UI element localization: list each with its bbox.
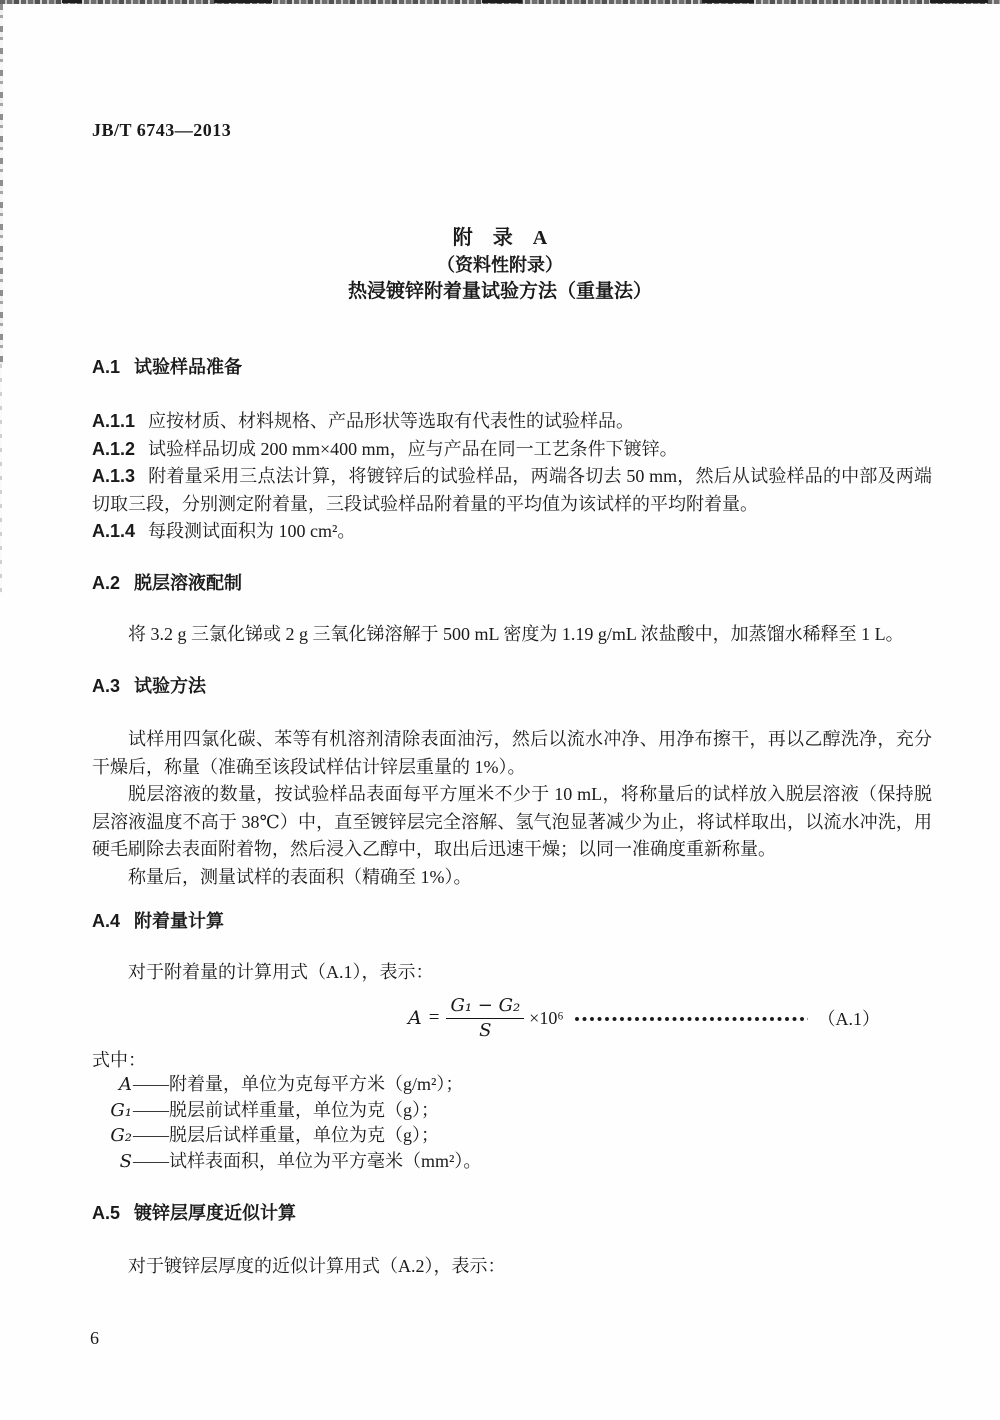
- dot-leader: [574, 1016, 808, 1022]
- where-item-g1-desc: ——脱层前试样重量，单位为克（g）；: [133, 1099, 439, 1120]
- section-a1-heading: [92, 356, 932, 378]
- scan-noise-left-band-faint: [0, 364, 2, 594]
- appendix-heading: 附 录 A: [452, 227, 548, 249]
- where-item-a-symbol: A: [119, 1074, 132, 1095]
- section-a3-title: 试验方法: [134, 676, 207, 696]
- section-a3-heading: [92, 675, 932, 697]
- where-label: 式中：: [92, 1050, 146, 1070]
- section-a2-title: 脱层溶液配制: [134, 573, 243, 593]
- clause-a1-4-number: A.1.4: [92, 521, 136, 541]
- formula-a1: [92, 992, 932, 1044]
- section-a5-title: 镀锌层厚度近似计算: [134, 1203, 297, 1223]
- where-item-a-desc: ——附着量，单位为克每平方米（g/m²）；: [133, 1074, 464, 1094]
- section-a2-paragraph: 将 3.2 g 三氯化锑或 2 g 三氧化锑溶解于 500 mL 密度为 1.19 g/mL 浓盐酸中，加蒸馏水稀释至 1 L。: [128, 624, 904, 644]
- clause-a1-4: [92, 518, 932, 546]
- page-number: 6: [90, 1328, 99, 1348]
- section-a1-number: A.1: [92, 357, 121, 377]
- where-item-g1: [92, 1098, 932, 1124]
- section-a4-title: 附着量计算: [134, 911, 225, 931]
- appendix-name: 热浸镀锌附着量试验方法（重量法）: [347, 281, 652, 302]
- section-a2-number: A.2: [92, 573, 121, 593]
- clause-a1-3-text: 附着量采用三点法计算，将镀锌后的试验样品，两端各切去 50 mm，然后从试验样品的中部及两端切取三段，分别测定附着量，三段试验样品附着量的平均值为该试样的平均附着量。: [92, 466, 932, 514]
- clause-a1-2-text: 试验样品切成 200 mm×400 mm，应与产品在同一工艺条件下镀锌。: [148, 438, 678, 459]
- where-item-g2-symbol: G₂: [110, 1125, 132, 1147]
- section-a5-body: [92, 1253, 932, 1281]
- clause-a1-4-text: 每段测试面积为 100 cm²。: [148, 521, 356, 541]
- section-a3-paragraph-3: 称量后，测量试样的表面积（精确至 1%）。: [128, 866, 472, 887]
- scan-artifact: [482, 0, 522, 3]
- appendix-type: （资料性附录）: [437, 255, 563, 275]
- scan-artifact: [214, 0, 272, 3]
- section-a1-title: 试验样品准备: [134, 357, 243, 377]
- clause-a1-1-text: 应按材质、材料规格、产品形状等选取有代表性的试验样品。: [148, 411, 635, 431]
- section-a3-paragraph-2: 脱层溶液的数量，按试验样品表面每平方厘米不少于 10 mL，将称量后的试样放入脱层溶液（保持脱层溶液温度不高于 38℃）中，直至镀锌层完全溶解、氢气泡显著减少为止，将试样取出，以流水冲洗，用硬毛刷除去表面附着物，然后浸入乙醇中，取出后迅速干燥；以同一准确度重新称量。: [92, 784, 932, 859]
- section-a5-heading: [92, 1202, 932, 1224]
- where-item-g1-symbol: G₁: [110, 1099, 132, 1121]
- section-a5-intro: 对于镀锌层厚度的近似计算用式（A.2），表示：: [128, 1256, 506, 1276]
- section-a4-intro: 对于附着量的计算用式（A.1），表示：: [128, 962, 434, 982]
- clause-a1-3: [92, 463, 932, 518]
- formula-factor: ×10⁶: [529, 1007, 564, 1028]
- formula-label: （A.1）: [817, 1009, 880, 1029]
- section-a4-intro-wrap: [92, 959, 932, 987]
- scan-artifact: [62, 0, 82, 3]
- section-a2-heading: [92, 572, 932, 594]
- section-a5-number: A.5: [92, 1203, 121, 1223]
- formula-equals: =: [428, 1007, 440, 1028]
- standard-number: JB/T 6743—2013: [92, 120, 232, 140]
- clause-a1-2-number: A.1.2: [92, 438, 136, 459]
- where-item-a: [92, 1072, 932, 1098]
- where-item-g2: [92, 1123, 932, 1149]
- section-a3-body: [92, 726, 932, 891]
- where-list: [92, 1072, 932, 1174]
- formula-numerator: G₁ − G₂: [446, 995, 524, 1019]
- where-item-s-symbol: S: [119, 1150, 132, 1172]
- formula-fraction: [446, 995, 524, 1041]
- appendix-title-block: [0, 225, 1000, 305]
- section-a4-heading: [92, 910, 932, 932]
- where-item-s: [92, 1149, 932, 1175]
- clause-a1-2: [92, 436, 932, 464]
- clause-a1-1: [92, 408, 932, 436]
- section-a3-number: A.3: [92, 676, 121, 696]
- scan-artifact: [930, 0, 988, 3]
- clause-a1-3-number: A.1.3: [92, 466, 136, 486]
- formula-denominator: S: [479, 1019, 492, 1041]
- clause-a1-1-number: A.1.1: [92, 411, 136, 431]
- section-a3-paragraph-1: 试样用四氯化碳、苯等有机溶剂清除表面油污，然后以流水冲净、用净布擦干，再以乙醇洗净，充分干燥后，称量（准确至该段试样估计锌层重量的 1%）。: [92, 729, 932, 777]
- section-a1-clauses: [92, 408, 932, 546]
- where-item-g2-desc: ——脱层后试样重量，单位为克（g）；: [133, 1125, 439, 1146]
- scan-artifact: [702, 0, 754, 3]
- formula-lhs: A: [408, 1007, 422, 1029]
- section-a2-body: [92, 621, 932, 649]
- scan-noise-left-band: [0, 4, 3, 364]
- where-item-s-desc: ——试样表面积，单位为平方毫米（mm²）。: [133, 1150, 482, 1171]
- section-a4-number: A.4: [92, 911, 121, 931]
